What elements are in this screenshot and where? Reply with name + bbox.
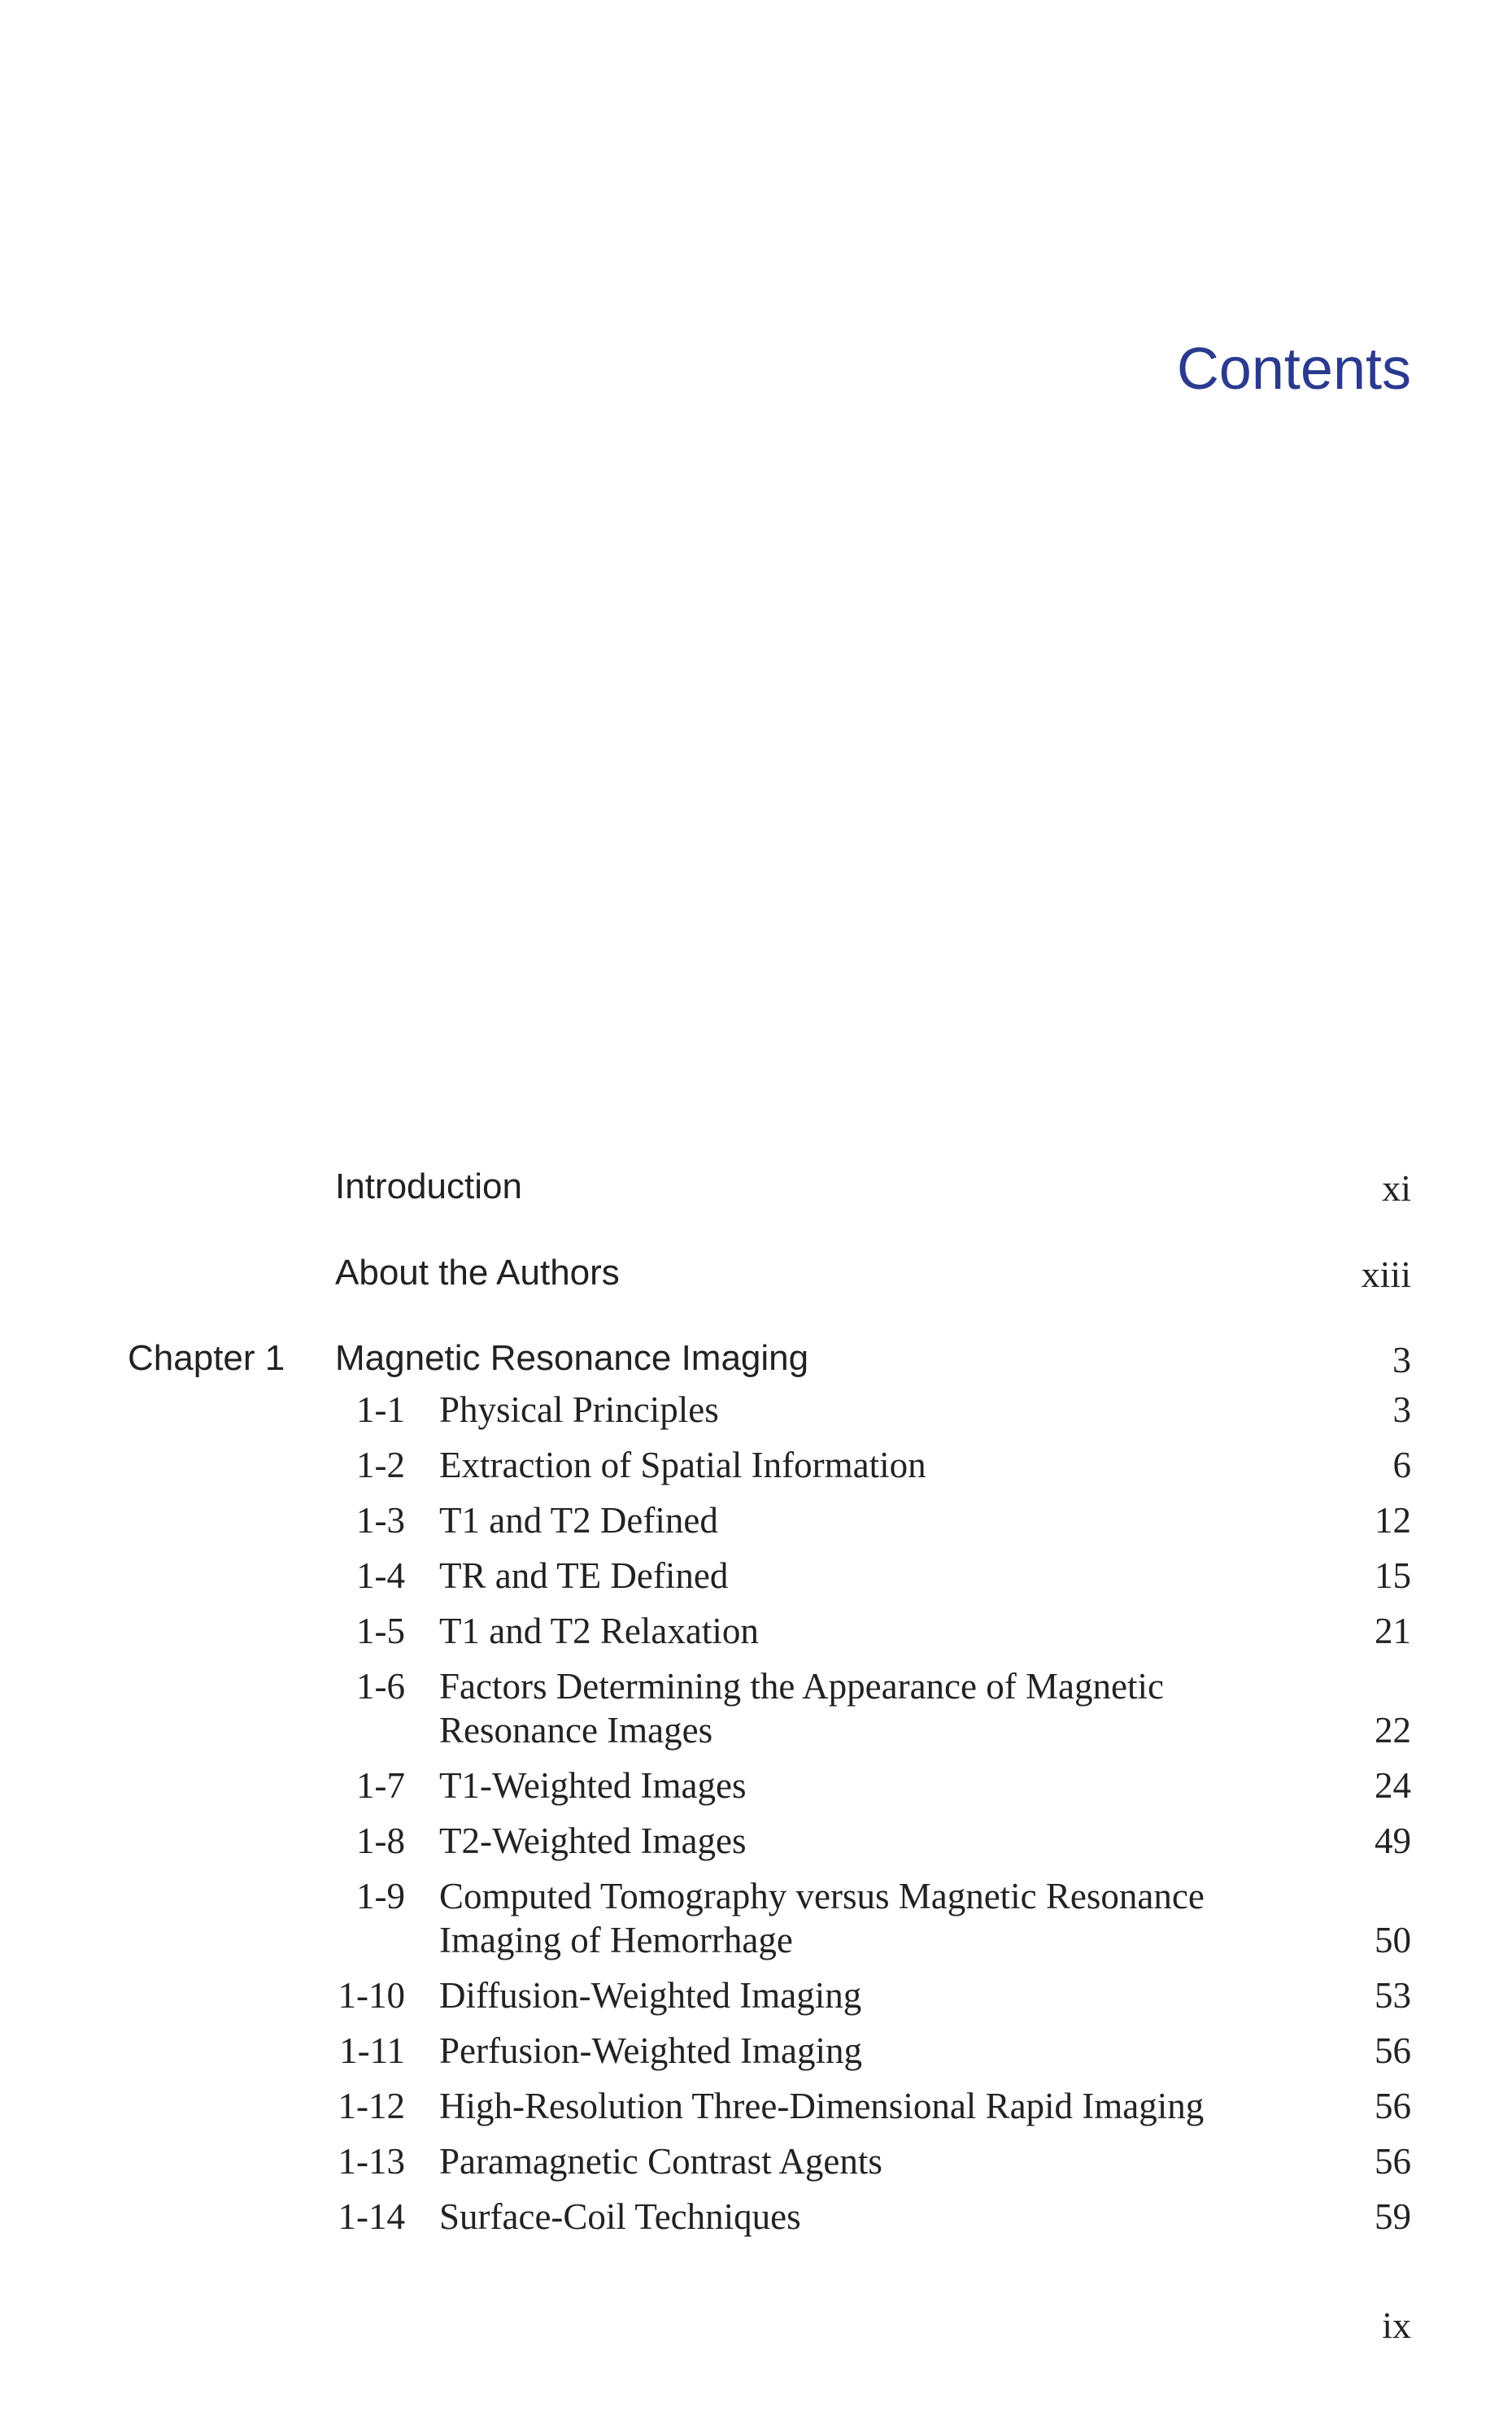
toc-section[interactable] bbox=[335, 1554, 1411, 1598]
section-page: 6 bbox=[1392, 1445, 1411, 1485]
toc-section[interactable] bbox=[335, 2139, 1411, 2183]
toc-section[interactable] bbox=[335, 1664, 1411, 1752]
chapter-label: Chapter 1 bbox=[128, 1338, 285, 1378]
section-title: T1 and T2 Defined bbox=[439, 1500, 718, 1541]
section-number: 1-13 bbox=[338, 2141, 405, 2182]
page-title: Contents bbox=[1176, 337, 1411, 402]
toc-section[interactable] bbox=[335, 2084, 1411, 2128]
section-number: 1-3 bbox=[356, 1500, 405, 1541]
section-number: 1-10 bbox=[338, 1975, 405, 2016]
section-title: Computed Tomography versus Magnetic Resonance Imaging of Hemorrhage bbox=[439, 1876, 1205, 1960]
section-page: 24 bbox=[1375, 1765, 1411, 1806]
section-title: T2-Weighted Images bbox=[439, 1820, 747, 1861]
section-number: 1-2 bbox=[356, 1445, 405, 1485]
section-title: T1-Weighted Images bbox=[439, 1765, 747, 1806]
toc-chapter-1[interactable] bbox=[128, 1338, 1411, 1387]
toc-section[interactable] bbox=[335, 1609, 1411, 1653]
toc-entry-page: xi bbox=[1382, 1167, 1411, 1209]
toc-section[interactable] bbox=[335, 2195, 1411, 2239]
section-title: Diffusion-Weighted Imaging bbox=[439, 1975, 862, 2016]
section-page: 50 bbox=[1375, 1920, 1411, 1960]
section-number: 1-11 bbox=[339, 2030, 405, 2071]
section-title: Factors Determining the Appearance of Magnetic Resonance Images bbox=[439, 1666, 1164, 1751]
toc-section[interactable] bbox=[335, 1443, 1411, 1487]
section-number: 1-9 bbox=[356, 1876, 405, 1916]
section-number: 1-12 bbox=[338, 2086, 405, 2126]
toc-section[interactable] bbox=[335, 1764, 1411, 1807]
section-title: High-Resolution Three-Dimensional Rapid Imaging bbox=[439, 2086, 1205, 2126]
section-number: 1-7 bbox=[356, 1765, 405, 1806]
section-title: Perfusion-Weighted Imaging bbox=[439, 2030, 863, 2071]
section-page: 15 bbox=[1375, 1555, 1411, 1596]
toc-section[interactable] bbox=[335, 1874, 1411, 1962]
section-number: 1-8 bbox=[356, 1820, 405, 1861]
page-number: ix bbox=[1382, 2304, 1411, 2346]
chapter-page: 3 bbox=[1392, 1339, 1411, 1380]
toc-entry-title: Introduction bbox=[335, 1166, 522, 1206]
section-number: 1-6 bbox=[356, 1666, 405, 1707]
section-title: Extraction of Spatial Information bbox=[439, 1445, 926, 1485]
section-page: 56 bbox=[1375, 2141, 1411, 2182]
section-page: 22 bbox=[1375, 1710, 1411, 1751]
toc-section[interactable] bbox=[335, 1819, 1411, 1863]
section-page: 12 bbox=[1375, 1500, 1411, 1541]
section-page: 56 bbox=[1375, 2030, 1411, 2071]
section-title: TR and TE Defined bbox=[439, 1555, 729, 1596]
section-page: 49 bbox=[1375, 1820, 1411, 1861]
section-title: Physical Principles bbox=[439, 1389, 719, 1430]
section-page: 53 bbox=[1375, 1975, 1411, 2016]
toc-section[interactable] bbox=[335, 2029, 1411, 2073]
section-title: T1 and T2 Relaxation bbox=[439, 1611, 759, 1651]
section-list bbox=[335, 1388, 1411, 2250]
section-page: 56 bbox=[1375, 2086, 1411, 2126]
toc-entry-introduction[interactable] bbox=[335, 1166, 1411, 1215]
toc-entry-title: About the Authors bbox=[335, 1253, 620, 1293]
toc-entry-about-authors[interactable] bbox=[335, 1253, 1411, 1302]
section-title: Paramagnetic Contrast Agents bbox=[439, 2141, 882, 2182]
toc-section[interactable] bbox=[335, 1498, 1411, 1542]
section-number: 1-14 bbox=[338, 2196, 405, 2237]
toc-section[interactable] bbox=[335, 1973, 1411, 2017]
section-title: Surface-Coil Techniques bbox=[439, 2196, 801, 2237]
toc-section[interactable] bbox=[335, 1388, 1411, 1432]
chapter-title: Magnetic Resonance Imaging bbox=[335, 1338, 809, 1378]
toc-entry-page: xiii bbox=[1361, 1254, 1411, 1295]
section-page: 21 bbox=[1375, 1611, 1411, 1651]
section-page: 3 bbox=[1392, 1389, 1411, 1430]
section-number: 1-4 bbox=[356, 1555, 405, 1596]
section-page: 59 bbox=[1375, 2196, 1411, 2237]
section-number: 1-1 bbox=[356, 1389, 405, 1430]
section-number: 1-5 bbox=[356, 1611, 405, 1651]
